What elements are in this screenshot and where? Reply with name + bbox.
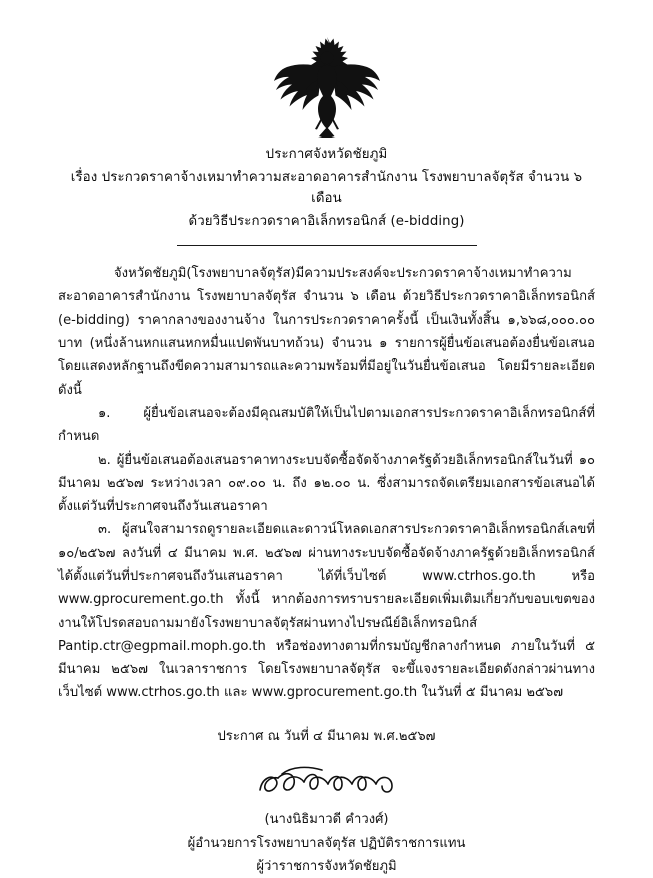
paragraph-item-3: ๓. ผู้สนใจสามารถดูรายละเอียดและดาวน์โหลดเอกสารประกวดราคาอิเล็กทรอนิกส์เลขที่ ๑๐/๒๕๖๗ ลงวันที่ ๔ มีนาคม พ.ศ. ๒๕๖๗ ผ่านทางระบบจัดซื้อจัดจ้างภาครัฐด้วยอิเล็กทรอนิกส์ ได้ตั้งแต่วันที่ประกาศจนถึงวันเสนอราคา ได้ที่เว็บไซต์ www.ctrhos.go.th หรือ www.gprocurement.go.th ทั้งนี้ หากต้องการทราบรายละเอียดเพิ่มเติมเกี่ยวกับขอบเขตของงานให้โปรดสอบถามมายังโรงพยาบาลจัตุรัสผ่านทางไปรษณีย์อิเล็กทรอนิกส์ Pantip.ctr@egpmail.moph.go.th หรือช่องทางตามที่กรมบัญชีกลางกำหนด ภายในวันที่ ๕ มีนาคม ๒๕๖๗ ในเวลาราชการ โดยโรงพยาบาลจัตุรัส จะขึ้แจงรายละเอียดดังกล่าวผ่านทางเว็บไซต์ www.ctrhos.go.th และ www.gprocurement.go.th ในวันที่ ๕ มีนาคม ๒๕๖๗: [58, 522, 596, 701]
paragraph-item-1: ๑. ผู้ยื่นข้อเสนอจะต้องมีคุณสมบัติให้เป็นไปตามเอกสารประกวดราคาอิเล็กทรอนิกส์ที่กำหนด: [58, 405, 595, 445]
document-heading: [58, 144, 595, 232]
signer-name: (นางนิธิมาวดี คำวงศ์): [264, 812, 389, 828]
heading-divider: [177, 245, 477, 246]
signature-container: [58, 764, 595, 806]
signer-position-1: ผู้อำนวยการโรงพยาบาลจัตุรัส ปฏิบัติราชการแทน: [187, 835, 466, 851]
heading-line-1: ประกาศจังหวัดชัยภูมิ: [265, 147, 388, 162]
paragraph-intro: จังหวัดชัยภูมิ(โรงพยาบาลจัตุรัส)มีความประสงค์จะประกวดราคาจ้างเหมาทำความสะอาดอาคารสำนักงาน โรงพยาบาลจัตุรัส จำนวน ๖ เดือน ด้วยวิธีประกวดราคาอิเล็กทรอนิกส์ (e-bidding) ราคากลางของงานจ้าง ในการประกวดราคาครั้งนี้ เป็นเงินทั้งสิ้น ๑,๖๖๘,๐๐๐.๐๐ บาท (หนึ่งล้านหกแสนหกหมื่นแปดพันบาทถ้วน) จำนวน ๑ รายการผู้ยื่นข้อเสนอต้องยื่นข้อเสนอโดยแสดงหลักฐานถึงขีดความสามารถและความพร้อมที่มีอยู่ในวันยื่นข้อเสนอ โดยมีรายละเอียดดังนี้: [58, 266, 595, 398]
document-body: [58, 262, 595, 705]
heading-line-2: เรื่อง ประกวดราคาจ้างเหมาทำความสะอาดอาคารสำนักงาน โรงพยาบาลจัตุรัส จำนวน ๖ เดือน: [70, 169, 583, 207]
heading-line-3: ด้วยวิธีประกวดราคาอิเล็กทรอนิกส์ (e-bidding): [188, 213, 465, 229]
paragraph-item-2: ๒. ผู้ยื่นข้อเสนอต้องเสนอราคาทางระบบจัดซื้อจัดจ้างภาครัฐด้วยอิเล็กทรอนิกส์ในวันที่ ๑๐ มีนาคม ๒๕๖๗ ระหว่างเวลา ๐๙.๐๐ น. ถึง ๑๒.๐๐ น. ซึ่งสามารถจัดเตรียมเอกสารข้อเสนอได้ตั้งแต่วันที่ประกาศจนถึงวันเสนอราคา: [58, 452, 595, 515]
signer-position-2: ผู้ว่าราชการจังหวัดชัยภูมิ: [256, 858, 397, 874]
signature-scribble: [252, 764, 402, 806]
garuda-emblem-container: [58, 34, 595, 138]
announce-date: ประกาศ ณ วันที่ ๔ มีนาคม พ.ศ.๒๕๖๗: [217, 728, 436, 744]
signer-block: [58, 808, 595, 878]
garuda-emblem: [272, 34, 382, 138]
